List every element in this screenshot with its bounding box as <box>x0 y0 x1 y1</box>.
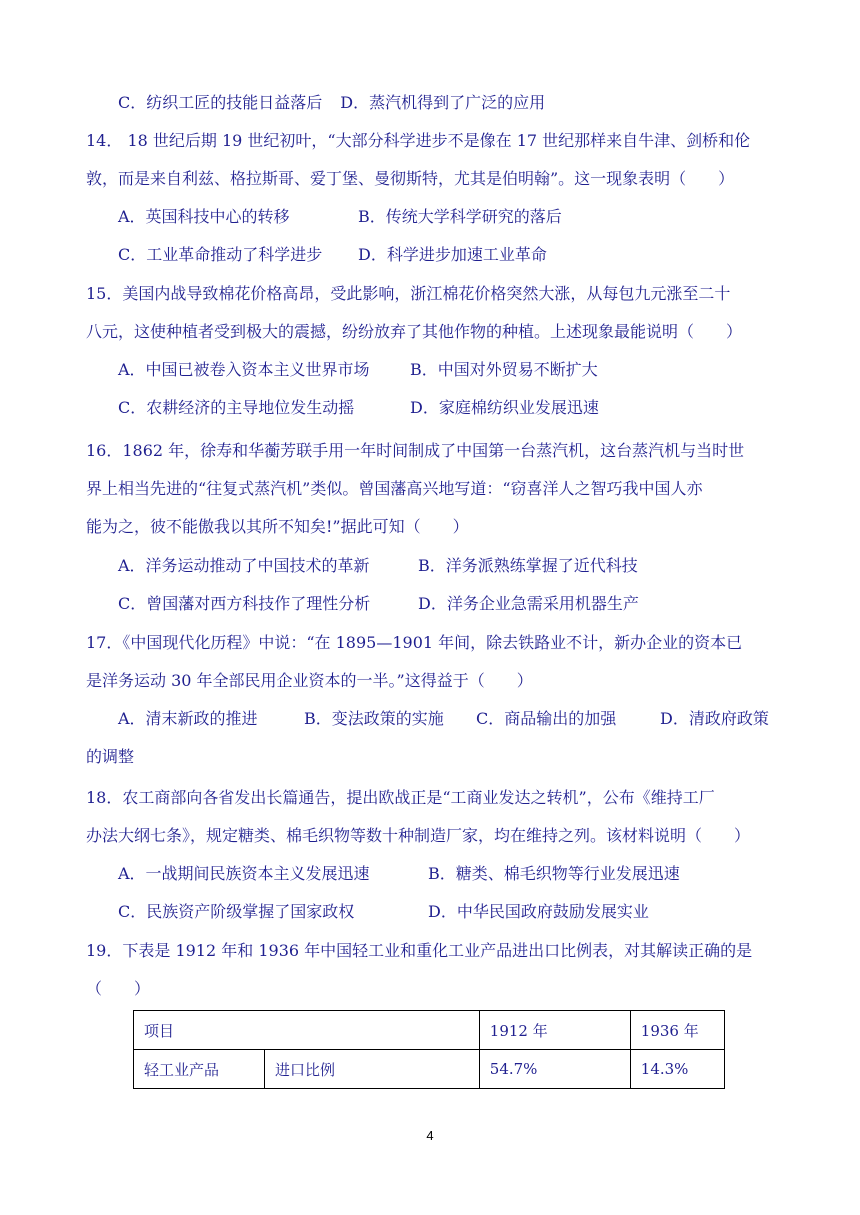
q15-options-cd <box>118 397 599 419</box>
q14-options-cd <box>118 244 547 266</box>
table-cell: 进口比例 <box>265 1050 480 1089</box>
q17-stem-line2: 是洋务运动 30 年全部民用企业资本的一半。”这得益于（ ） <box>86 671 533 690</box>
q14-option-c: C．工业革命推动了科学进步 <box>118 245 323 264</box>
q16-option-c: C．曾国藩对西方科技作了理性分析 <box>118 594 371 613</box>
q16-options-ab <box>118 555 638 577</box>
table-header-cell: 项目 <box>134 1011 480 1050</box>
q15-option-c: C．农耕经济的主导地位发生动摇 <box>118 398 355 417</box>
q16-option-a: A．洋务运动推动了中国技术的革新 <box>118 556 370 575</box>
q16-stem-line2: 界上相当先进的“往复式蒸汽机”类似。曾国藩高兴地写道：“窃喜洋人之智巧我中国人亦 <box>86 479 703 498</box>
q17-options-abcd <box>118 708 769 730</box>
q19-stem-line2: （ ） <box>86 979 151 998</box>
q15-option-a: A．中国已被卷入资本主义世界市场 <box>118 360 370 379</box>
import-export-table <box>133 1010 725 1089</box>
table-row <box>134 1050 725 1089</box>
q18-stem-line1: 18．农工商部向各省发出长篇通告，提出欧战正是“工商业发达之转机”，公布《维持工厂 <box>86 788 715 807</box>
q13-option-c: C．纺织工匠的技能日益落后 <box>118 93 323 112</box>
q18-options-cd <box>118 901 649 923</box>
q13-option-d: D．蒸汽机得到了广泛的应用 <box>340 93 546 112</box>
q17-option-d: D．清政府政策 <box>660 709 769 728</box>
q14-options-ab <box>118 206 562 228</box>
q14-option-d: D．科学进步加速工业革命 <box>358 245 547 264</box>
q18-option-a: A．一战期间民族资本主义发展迅速 <box>118 864 370 883</box>
table-header-cell: 1912 年 <box>479 1011 630 1050</box>
q18-stem-line2: 办法大纲七条》，规定糖类、棉毛织物等数十种制造厂家，均在维持之列。该材料说明（ ） <box>86 826 751 845</box>
q14-option-a: A．英国科技中心的转移 <box>118 207 290 226</box>
q17-option-b: B．变法政策的实施 <box>304 709 444 728</box>
q16-stem-line1: 16．1862 年，徐寿和华蘅芳联手用一年时间制成了中国第一台蒸汽机，这台蒸汽机与当时世 <box>86 441 745 460</box>
q15-options-ab <box>118 359 598 381</box>
q16-option-d: D．洋务企业急需采用机器生产 <box>418 594 639 613</box>
table-header-cell: 1936 年 <box>630 1011 724 1050</box>
table-cell: 14.3% <box>630 1050 724 1089</box>
q18-options-ab <box>118 863 680 885</box>
q15-stem-line2: 八元，这使种植者受到极大的震撼，纷纷放弃了其他作物的种植。上述现象最能说明（ ） <box>86 322 743 341</box>
q16-stem-line3: 能为之，彼不能傲我以其所不知矣!”据此可知（ ） <box>86 517 469 536</box>
q17-option-c: C．商品输出的加强 <box>476 709 617 728</box>
q18-option-d: D．中华民国政府鼓励发展实业 <box>428 902 649 921</box>
q17-stem-line1: 17．《中国现代化历程》中说：“在 1895—1901 年间，除去铁路业不计，新办企业的资本已 <box>86 633 743 652</box>
q16-option-b: B．洋务派熟练掌握了近代科技 <box>418 556 638 575</box>
q13-options-cd <box>118 92 545 114</box>
q16-options-cd <box>118 593 639 615</box>
q17-option-d-continued: 的调整 <box>86 747 135 766</box>
q18-option-b: B．糖类、棉毛织物等行业发展迅速 <box>428 864 680 883</box>
q19-stem-line1: 19．下表是 1912 年和 1936 年中国轻工业和重化工业产品进出口比例表，对其解读正确的是 <box>86 941 753 960</box>
page-number: 4 <box>426 1128 434 1143</box>
q17-option-a: A．清末新政的推进 <box>118 709 258 728</box>
q14-stem-line1: 14． 18 世纪后期 19 世纪初叶，“大部分科学进步不是像在 17 世纪那样来自牛津、剑桥和伦 <box>86 131 751 150</box>
table-header-row <box>134 1011 725 1050</box>
q18-option-c: C．民族资产阶级掌握了国家政权 <box>118 902 355 921</box>
q15-option-d: D．家庭棉纺织业发展迅速 <box>410 398 599 417</box>
q15-option-b: B．中国对外贸易不断扩大 <box>410 360 598 379</box>
q15-stem-line1: 15．美国内战导致棉花价格高昂，受此影响，浙江棉花价格突然大涨，从每包九元涨至二十 <box>86 284 731 303</box>
q14-option-b: B．传统大学科学研究的落后 <box>358 207 562 226</box>
q14-stem-line2: 敦，而是来自利兹、格拉斯哥、爱丁堡、曼彻斯特，尤其是伯明翰”。这一现象表明（ ） <box>86 169 735 188</box>
table-cell: 54.7% <box>479 1050 630 1089</box>
table-cell: 轻工业产品 <box>134 1050 265 1089</box>
